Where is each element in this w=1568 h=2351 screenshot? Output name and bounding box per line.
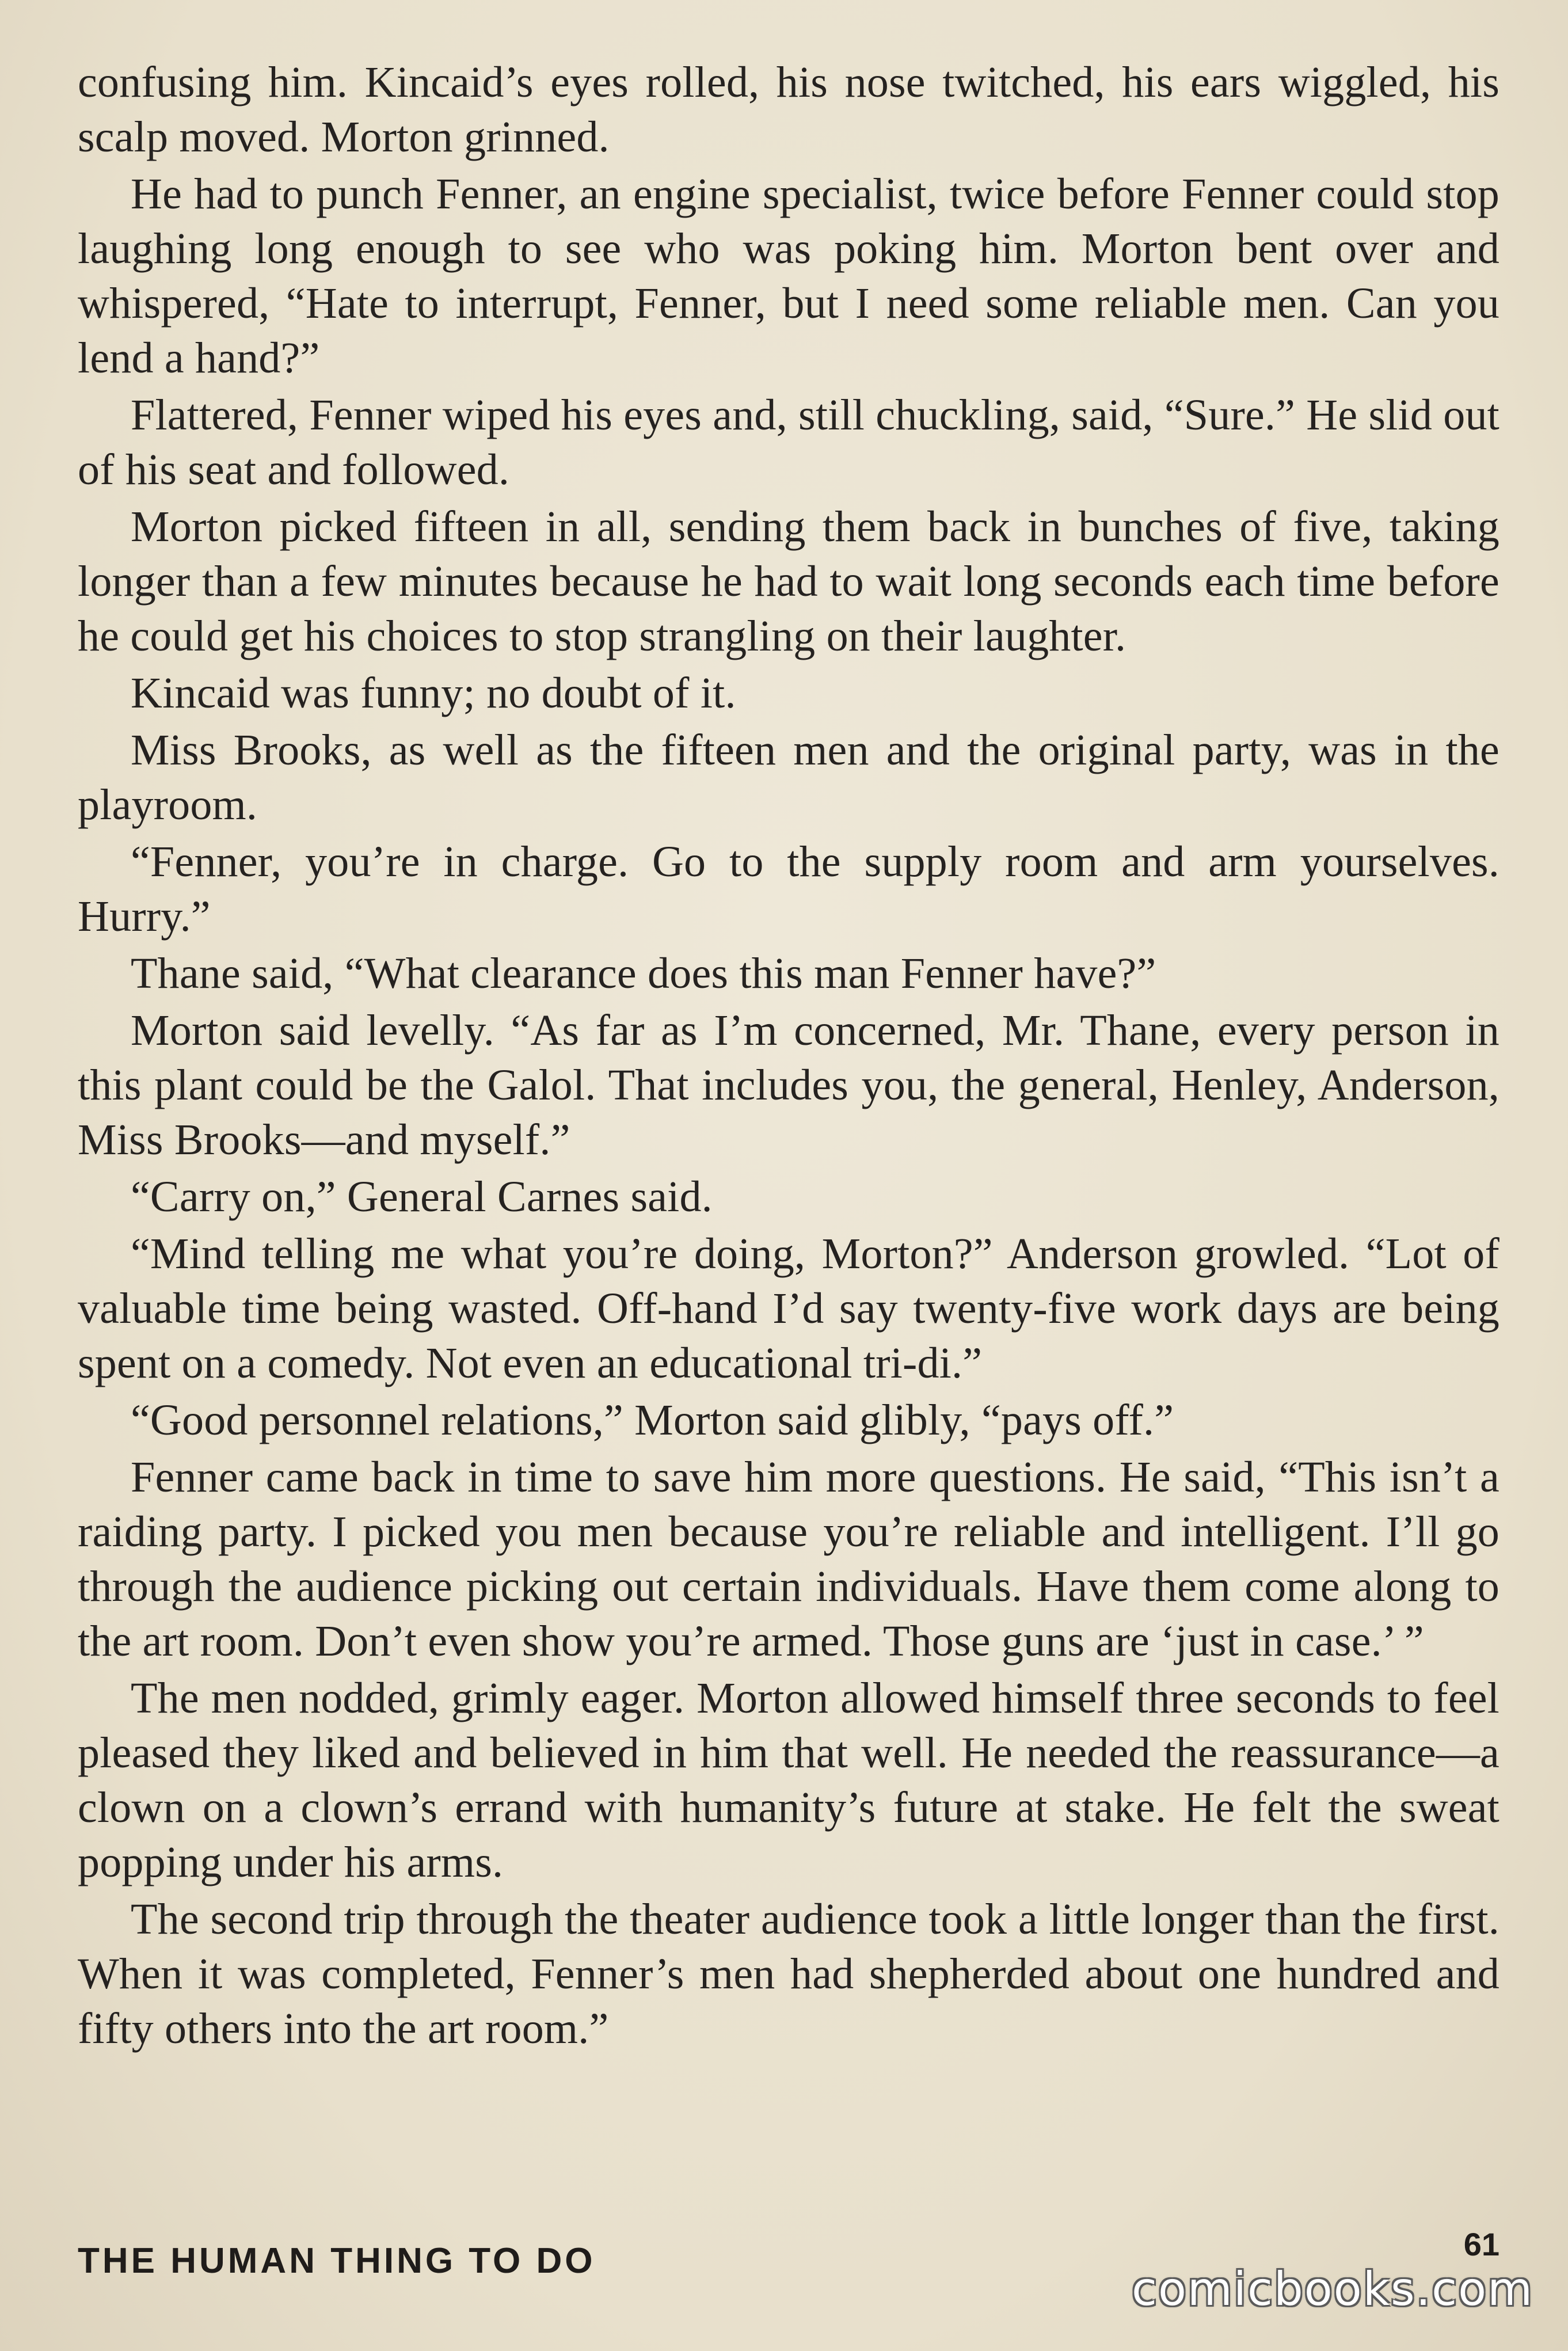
page-number: 61	[1463, 2226, 1500, 2262]
paragraph: Morton picked fifteen in all, sending them back in bunches of five, taking longer than a few minutes because he had to wait long seconds each time before he could get his choices to stop strangling on their laughter.	[78, 503, 1500, 660]
paragraph: “Carry on,” General Carnes said.	[131, 1173, 713, 1221]
paragraph: The men nodded, grimly eager. Morton allowed himself three seconds to feel pleased they liked and believed in him that well. He needed the reassurance—a clown on a clown’s errand with humanity’s future at stake. He felt the sweat popping under his arms.	[78, 1674, 1500, 1886]
paragraph: Morton said levelly. “As far as I’m concerned, Mr. Thane, every person in this plant could be the Galol. That includes you, the general, Henley, Anderson, Miss Brooks—and myself.”	[78, 1006, 1500, 1164]
paragraph: confusing him. Kincaid’s eyes rolled, his nose twitched, his ears wiggled, his scalp moved. Morton grinned.	[78, 58, 1500, 161]
paragraph: Thane said, “What clearance does this man Fenner have?”	[131, 949, 1156, 998]
paragraph: “Mind telling me what you’re doing, Morton?” Anderson growled. “Lot of valuable time being wasted. Off-hand I’d say twenty-five work days are being spent on a comedy. Not even an educational tri-di.”	[78, 1230, 1500, 1387]
paragraph: Fenner came back in time to save him more questions. He said, “This isn’t a raiding party. I picked you men because you’re reliable and intelligent. I’ll go through the audience picking out certain individuals. Have them come along to the art room. Don’t even show you’re armed. Those guns are ‘just in case.’ ”	[78, 1453, 1500, 1665]
paragraph: Miss Brooks, as well as the fifteen men and the original party, was in the playroom.	[78, 726, 1500, 829]
paragraph: “Good personnel relations,” Morton said glibly, “pays off.”	[131, 1396, 1174, 1444]
running-title: THE HUMAN THING TO DO	[78, 2241, 596, 2281]
watermark: comicbooks.com	[1131, 2262, 1533, 2316]
paragraph: He had to punch Fenner, an engine specialist, twice before Fenner could stop laughing long enough to see who was poking him. Morton bent over and whispered, “Hate to interrupt, Fenner, but I need some reliable men. Can you lend a hand?”	[78, 170, 1500, 382]
body-text	[78, 55, 1500, 2059]
paragraph: Kincaid was funny; no doubt of it.	[131, 669, 736, 717]
paragraph: The second trip through the theater audience took a little longer than the first. When it was completed, Fenner’s men had shepherded about one hundred and fifty others into the art room.”	[78, 1895, 1500, 2053]
paragraph: Flattered, Fenner wiped his eyes and, still chuckling, said, “Sure.” He slid out of his seat and followed.	[78, 391, 1500, 494]
paragraph: “Fenner, you’re in charge. Go to the supply room and arm yourselves. Hurry.”	[78, 838, 1500, 941]
